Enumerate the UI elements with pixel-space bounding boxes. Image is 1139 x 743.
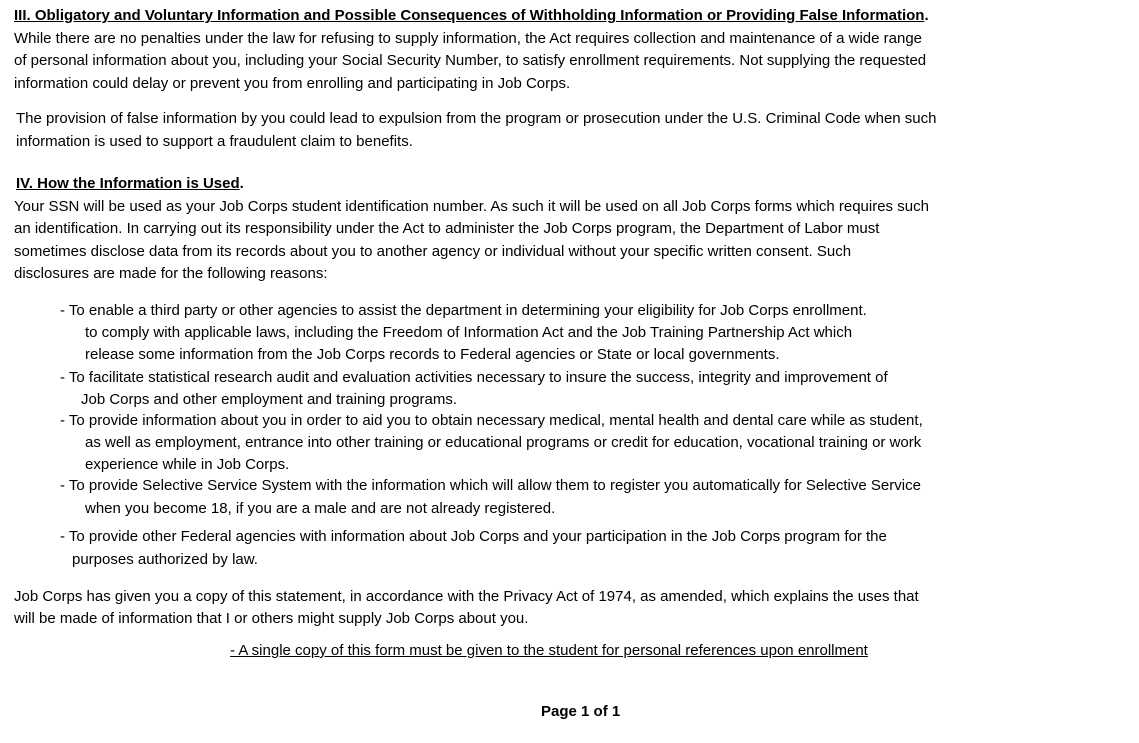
bullet-continuation: to comply with applicable laws, including the Freedom of Information Act and the Job Training Partnership Act which	[85, 324, 853, 341]
bullet-item: - To facilitate statistical research audit and evaluation activities necessary to insure the success, integrity and improvement of	[60, 369, 888, 386]
bullet-continuation: Job Corps and other employment and training programs.	[81, 391, 458, 408]
bullet-continuation: release some information from the Job Corps records to Federal agencies or State or local governments.	[85, 346, 780, 363]
heading-text: III. Obligatory and Voluntary Information and Possible Consequences of Withholding Information or Providing False Information	[14, 7, 925, 24]
heading-period: .	[924, 7, 929, 24]
bullet-item: - To provide Selective Service System with the information which will allow them to register you automatically for Selective Service	[60, 477, 921, 494]
bullet-continuation: purposes authorized by law.	[72, 551, 258, 568]
paragraph-line: sometimes disclose data from its records about you to another agency or individual without your specific written consent. Such	[14, 243, 852, 260]
paragraph-line: of personal information about you, including your Social Security Number, to satisfy enrollment requirements. Not supplying the requested	[14, 52, 927, 69]
paragraph-line: Your SSN will be used as your Job Corps student identification number. As such it will be used on all Job Corps forms which requires such	[14, 198, 929, 215]
paragraph-line: information is used to support a fraudulent claim to benefits.	[16, 133, 413, 150]
paragraph-line: information could delay or prevent you from enrolling and participating in Job Corps.	[14, 75, 571, 92]
paragraph-line: an identification. In carrying out its responsibility under the Act to administer the Job Corps program, the Department of Labor must	[14, 220, 880, 237]
page-number: Page 1 of 1	[541, 703, 621, 720]
section-4-heading	[16, 175, 244, 193]
paragraph-line: The provision of false information by you could lead to expulsion from the program or prosecution under the U.S. Criminal Code when such	[16, 110, 937, 127]
bullet-continuation: as well as employment, entrance into other training or educational programs or credit for education, vocational training or work	[85, 434, 922, 451]
bullet-item: - To provide information about you in order to aid you to obtain necessary medical, mental health and dental care while as student,	[60, 412, 923, 429]
section-3-heading	[14, 7, 929, 25]
paragraph-line: While there are no penalties under the law for refusing to supply information, the Act requires collection and maintenance of a wide range	[14, 30, 923, 47]
closing-line: will be made of information that I or others might supply Job Corps about you.	[14, 610, 529, 627]
paragraph-line: disclosures are made for the following reasons:	[14, 265, 328, 282]
bullet-continuation: when you become 18, if you are a male and are not already registered.	[85, 500, 556, 517]
bullet-continuation: experience while in Job Corps.	[85, 456, 290, 473]
distribution-note: - A single copy of this form must be given to the student for personal references upon enrollment	[230, 642, 868, 659]
closing-line: Job Corps has given you a copy of this statement, in accordance with the Privacy Act of 1974, as amended, which explains the uses that	[14, 588, 919, 605]
bullet-item: - To provide other Federal agencies with information about Job Corps and your participation in the Job Corps program for the	[60, 528, 887, 545]
heading-text: IV. How the Information is Used	[16, 175, 240, 192]
bullet-item: - To enable a third party or other agencies to assist the department in determining your eligibility for Job Corps enrollment.	[60, 302, 867, 319]
heading-period: .	[239, 175, 244, 192]
